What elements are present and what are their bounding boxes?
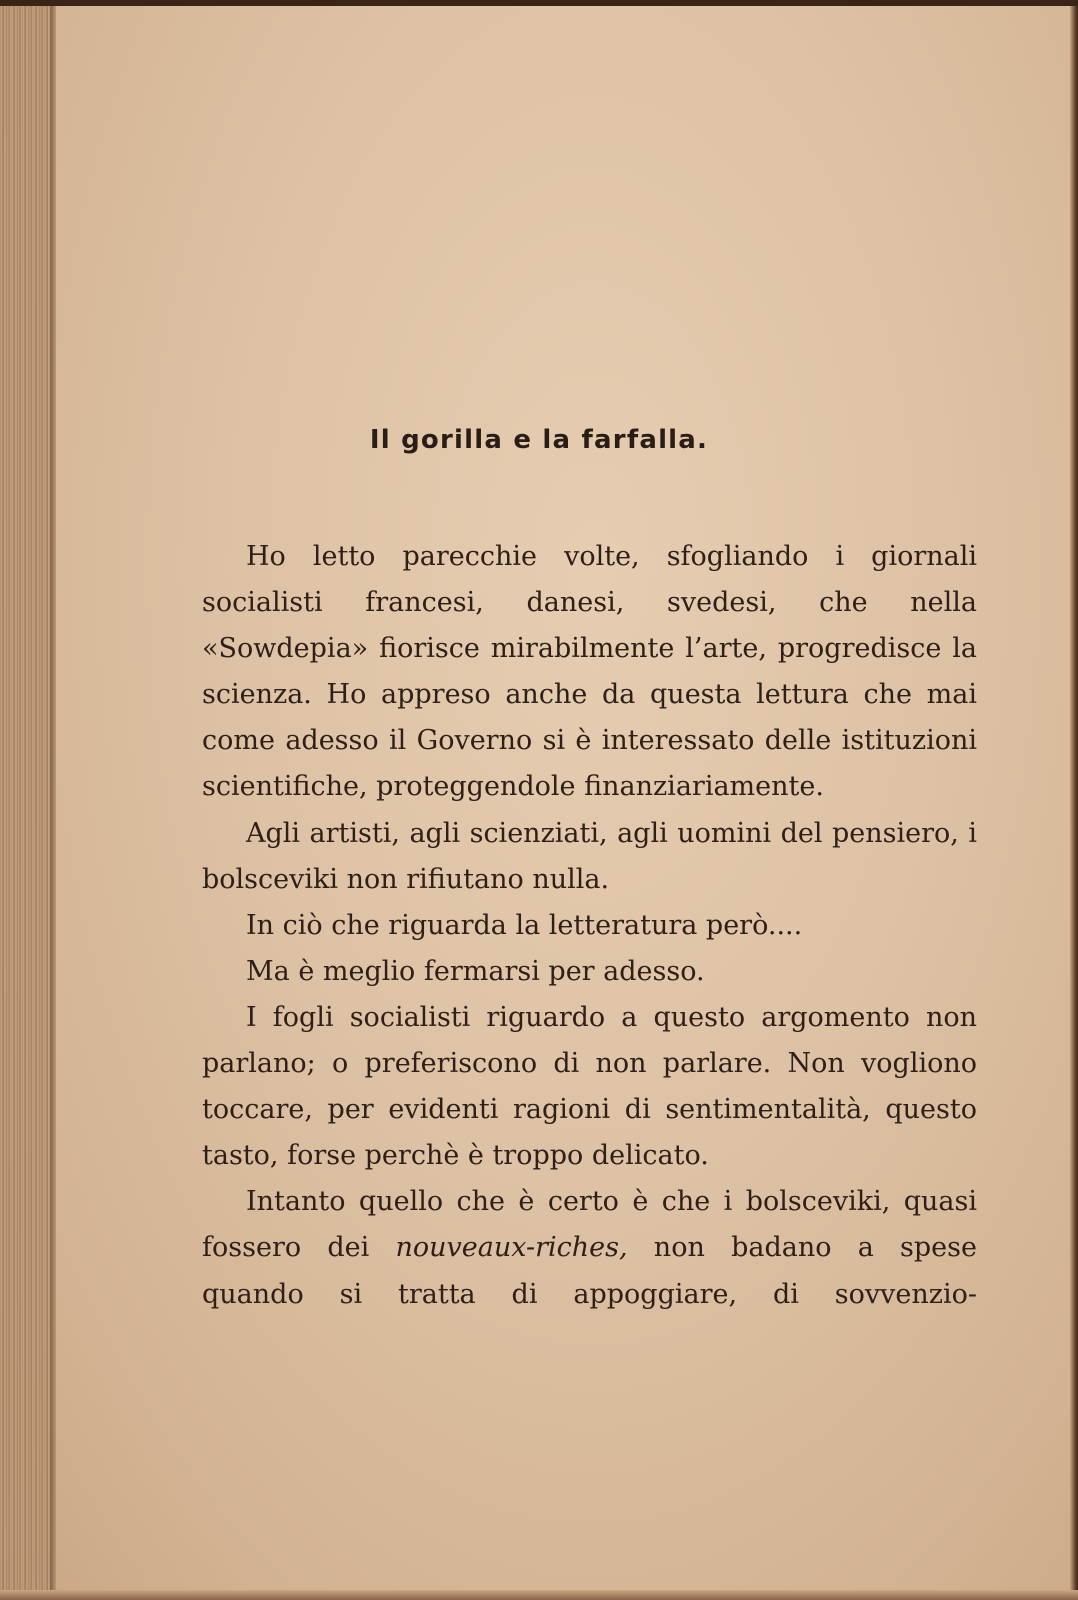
paragraph-6 (202, 1179, 977, 1317)
page-bottom-edge (0, 1590, 1078, 1600)
paragraph-1: Ho letto parecchie volte, sfogliando i giornali socialisti francesi, danesi, svedesi, che nella «Sowdepia» fiorisce mirabilmente l’arte, progredisce la scienza. Ho appreso anche da questa lettura che mai come adesso il Governo si è interessato delle istituzioni scientifiche, proteggendole finanziariamente. (202, 541, 977, 803)
paragraph-5: I fogli socialisti riguardo a questo argomento non parlano; o preferiscono di non parlare. Non vogliono toccare, per evidenti ragioni di sentimentalità, questo tasto, forse perchè è troppo delicato. (202, 1001, 977, 1172)
page-right-edge (1070, 6, 1078, 1600)
book-page (0, 6, 1078, 1600)
paragraph-2: Agli artisti, agli scienziati, agli uomini del pensiero, i bolsceviki non rifiutano nulla. (202, 817, 977, 895)
chapter-body (202, 534, 977, 1318)
paragraph-6-text-before: Intanto quello che è certo è che i bolsceviki, quasi fossero dei (202, 1186, 977, 1264)
paragraph-3: In ciò che riguarda la letteratura però.... (246, 909, 803, 941)
paragraph-6-text-after: non badano a spese quando si tratta di appoggiare, di sovvenzio- (202, 1232, 977, 1310)
paragraph-6-italic-phrase: nouveaux-riches, (395, 1232, 628, 1264)
page-edge-stack (0, 6, 56, 1600)
paragraph-4: Ma è meglio fermarsi per adesso. (246, 955, 705, 987)
chapter-title: Il gorilla e la farfalla. (369, 425, 709, 455)
